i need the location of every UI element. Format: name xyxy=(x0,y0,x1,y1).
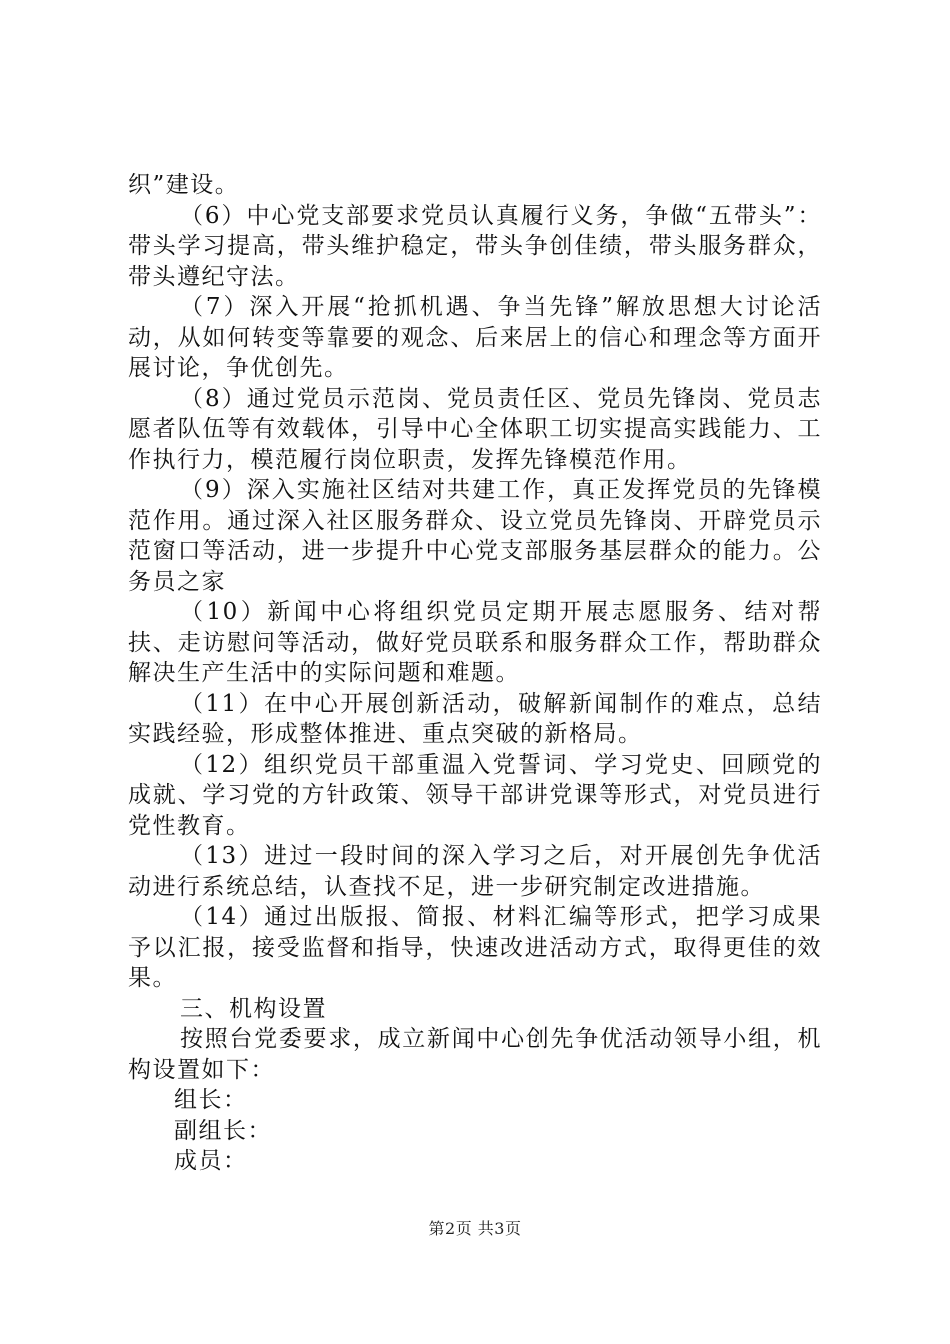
label-deputy-leader: 副组长： xyxy=(174,1117,272,1144)
label-members: 成员： xyxy=(174,1148,248,1174)
paragraph-continuation: 织”建设。 xyxy=(128,172,240,198)
page-footer: 第2页 共3页 xyxy=(428,1219,522,1238)
document-body xyxy=(128,170,822,1177)
paragraph-item-6: （6）中心党支部要求党员认真履行义务，争做“五带头”：带头学习提高，带头维护稳定，带头争创佳绩，带头服务群众，带头遵纪守法。 xyxy=(128,202,822,290)
paragraph-item-10: （10）新闻中心将组织党员定期开展志愿服务、结对帮扶、走访慰问等活动，做好党员联系和服务群众工作，帮助群众解决生产生活中的实际问题和难题。 xyxy=(128,599,822,686)
section-heading: 三、机构设置 xyxy=(180,995,327,1022)
label-group-leader: 组长： xyxy=(174,1087,248,1113)
paragraph-organization: 按照台党委要求，成立新闻中心创先争优活动领导小组，机构设置如下： xyxy=(128,1026,822,1083)
paragraph-item-13: （13）进过一段时间的深入学习之后，对开展创先争优活动进行系统总结，认查找不足，进一步研究制定改进措施。 xyxy=(128,843,822,900)
paragraph-item-9: （9）深入实施社区结对共建工作，真正发挥党员的先锋模范作用。通过深入社区服务群众、设立党员先锋岗、开辟党员示范窗口等活动，进一步提升中心党支部服务基层群众的能力。公务员之家 xyxy=(128,477,822,595)
paragraph-item-11: （11）在中心开展创新活动，破解新闻制作的难点，总结实践经验，形成整体推进、重点突破的新格局。 xyxy=(128,690,822,747)
paragraph-item-14: （14）通过出版报、简报、材料汇编等形式，把学习成果予以汇报，接受监督和指导，快速改进活动方式，取得更佳的效果。 xyxy=(128,904,822,991)
paragraph-item-8: （8）通过党员示范岗、党员责任区、党员先锋岗、党员志愿者队伍等有效载体，引导中心全体职工切实提高实践能力、工作执行力，模范履行岗位职责，发挥先锋模范作用。 xyxy=(128,385,822,473)
paragraph-item-7: （7）深入开展“抢抓机遇、争当先锋”解放思想大讨论活动，从如何转变等靠要的观念、后来居上的信心和理念等方面开展讨论，争优创先。 xyxy=(128,294,822,381)
paragraph-item-12: （12）组织党员干部重温入党誓词、学习党史、回顾党的成就、学习党的方针政策、领导干部讲党课等形式，对党员进行党性教育。 xyxy=(128,751,822,839)
